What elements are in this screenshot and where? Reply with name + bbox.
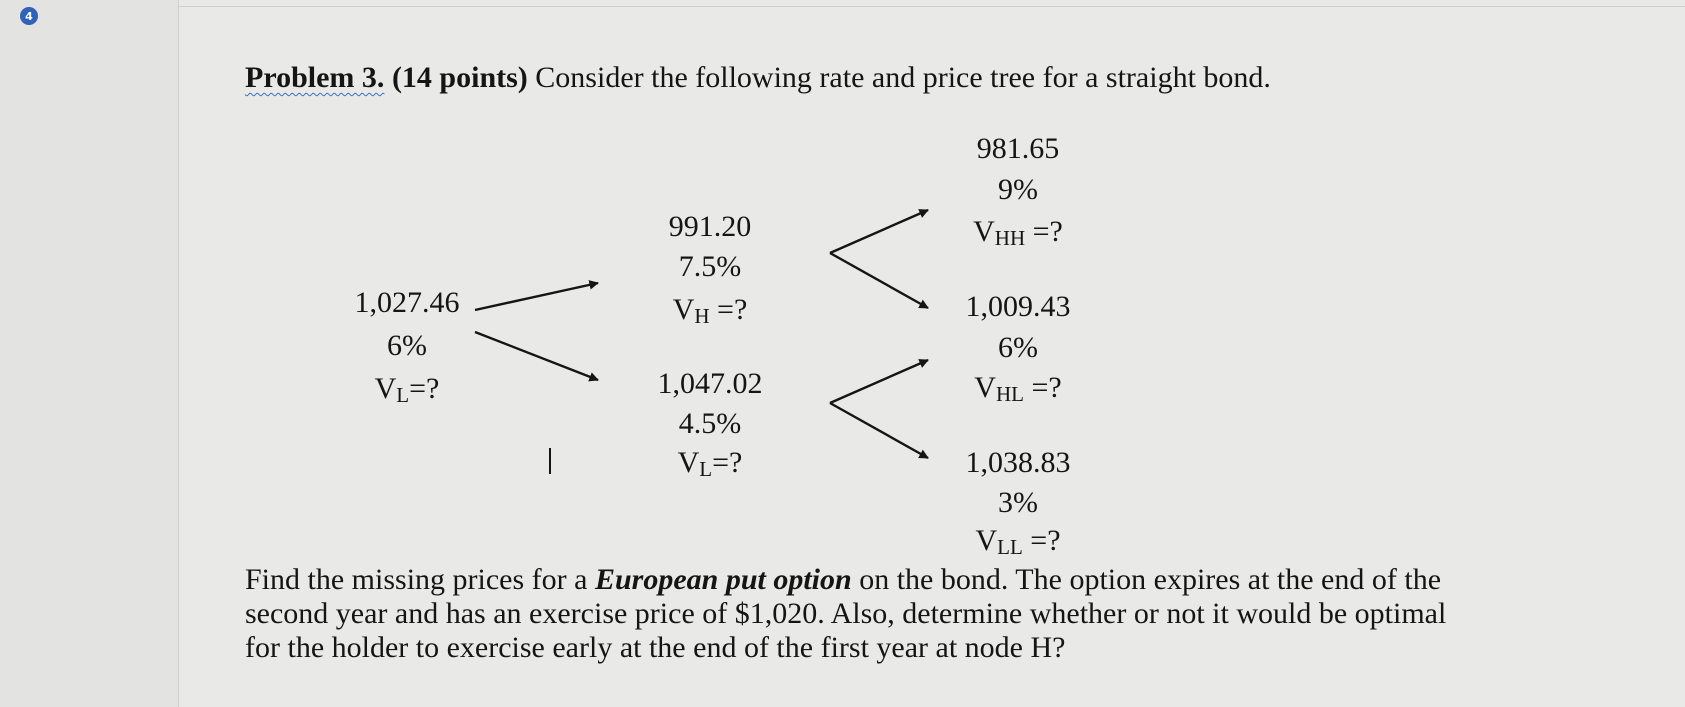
- nodeLL-price: 1,038.83: [965, 446, 1071, 479]
- nodeLL-rate: 3%: [998, 486, 1038, 519]
- nodeH-rate: 7.5%: [678, 250, 742, 283]
- nodeHL-price: 1,009.43: [965, 290, 1071, 323]
- nodeHL-rate: 6%: [998, 331, 1038, 364]
- node0-value: $V_L=$?: [374, 372, 440, 407]
- nodeHH-value: $V_{HH}$ =?: [973, 215, 1063, 250]
- node0-rate: 6%: [387, 329, 427, 362]
- nodeH-price: 991.20: [668, 210, 752, 243]
- nodeLL-value: $V_{LL}$ =?: [975, 524, 1061, 559]
- nodeHH-price: 981.65: [976, 132, 1060, 165]
- problem-intro: Consider the following rate and price tree for a straight bond.: [535, 61, 1271, 94]
- nodeHH-rate: 9%: [998, 173, 1038, 206]
- problem-number: Problem 3.: [245, 61, 385, 94]
- nodeH-value: $V_H$ =?: [672, 293, 748, 328]
- problem-points: (14 points): [391, 61, 528, 94]
- nodeL-value: $V_L=$?: [677, 446, 743, 481]
- nodeL-price: 1,047.02: [657, 367, 763, 400]
- european-put-emphasis: European put option: [594, 563, 852, 596]
- page-number-badge: 4: [20, 7, 38, 25]
- nodeL-rate: 4.5%: [678, 407, 742, 440]
- question-paragraph: Find the missing prices for a European put option on the bond. The option expires at the end of the second year and has an exercise price of $1,020. Also, determine whether or not it would be optimal for the holder to exercise early at the end of the first year at node H?: [245, 563, 1447, 664]
- nodeHL-value: $V_{HL}$ =?: [974, 371, 1062, 406]
- node0-price: 1,027.46: [354, 286, 460, 319]
